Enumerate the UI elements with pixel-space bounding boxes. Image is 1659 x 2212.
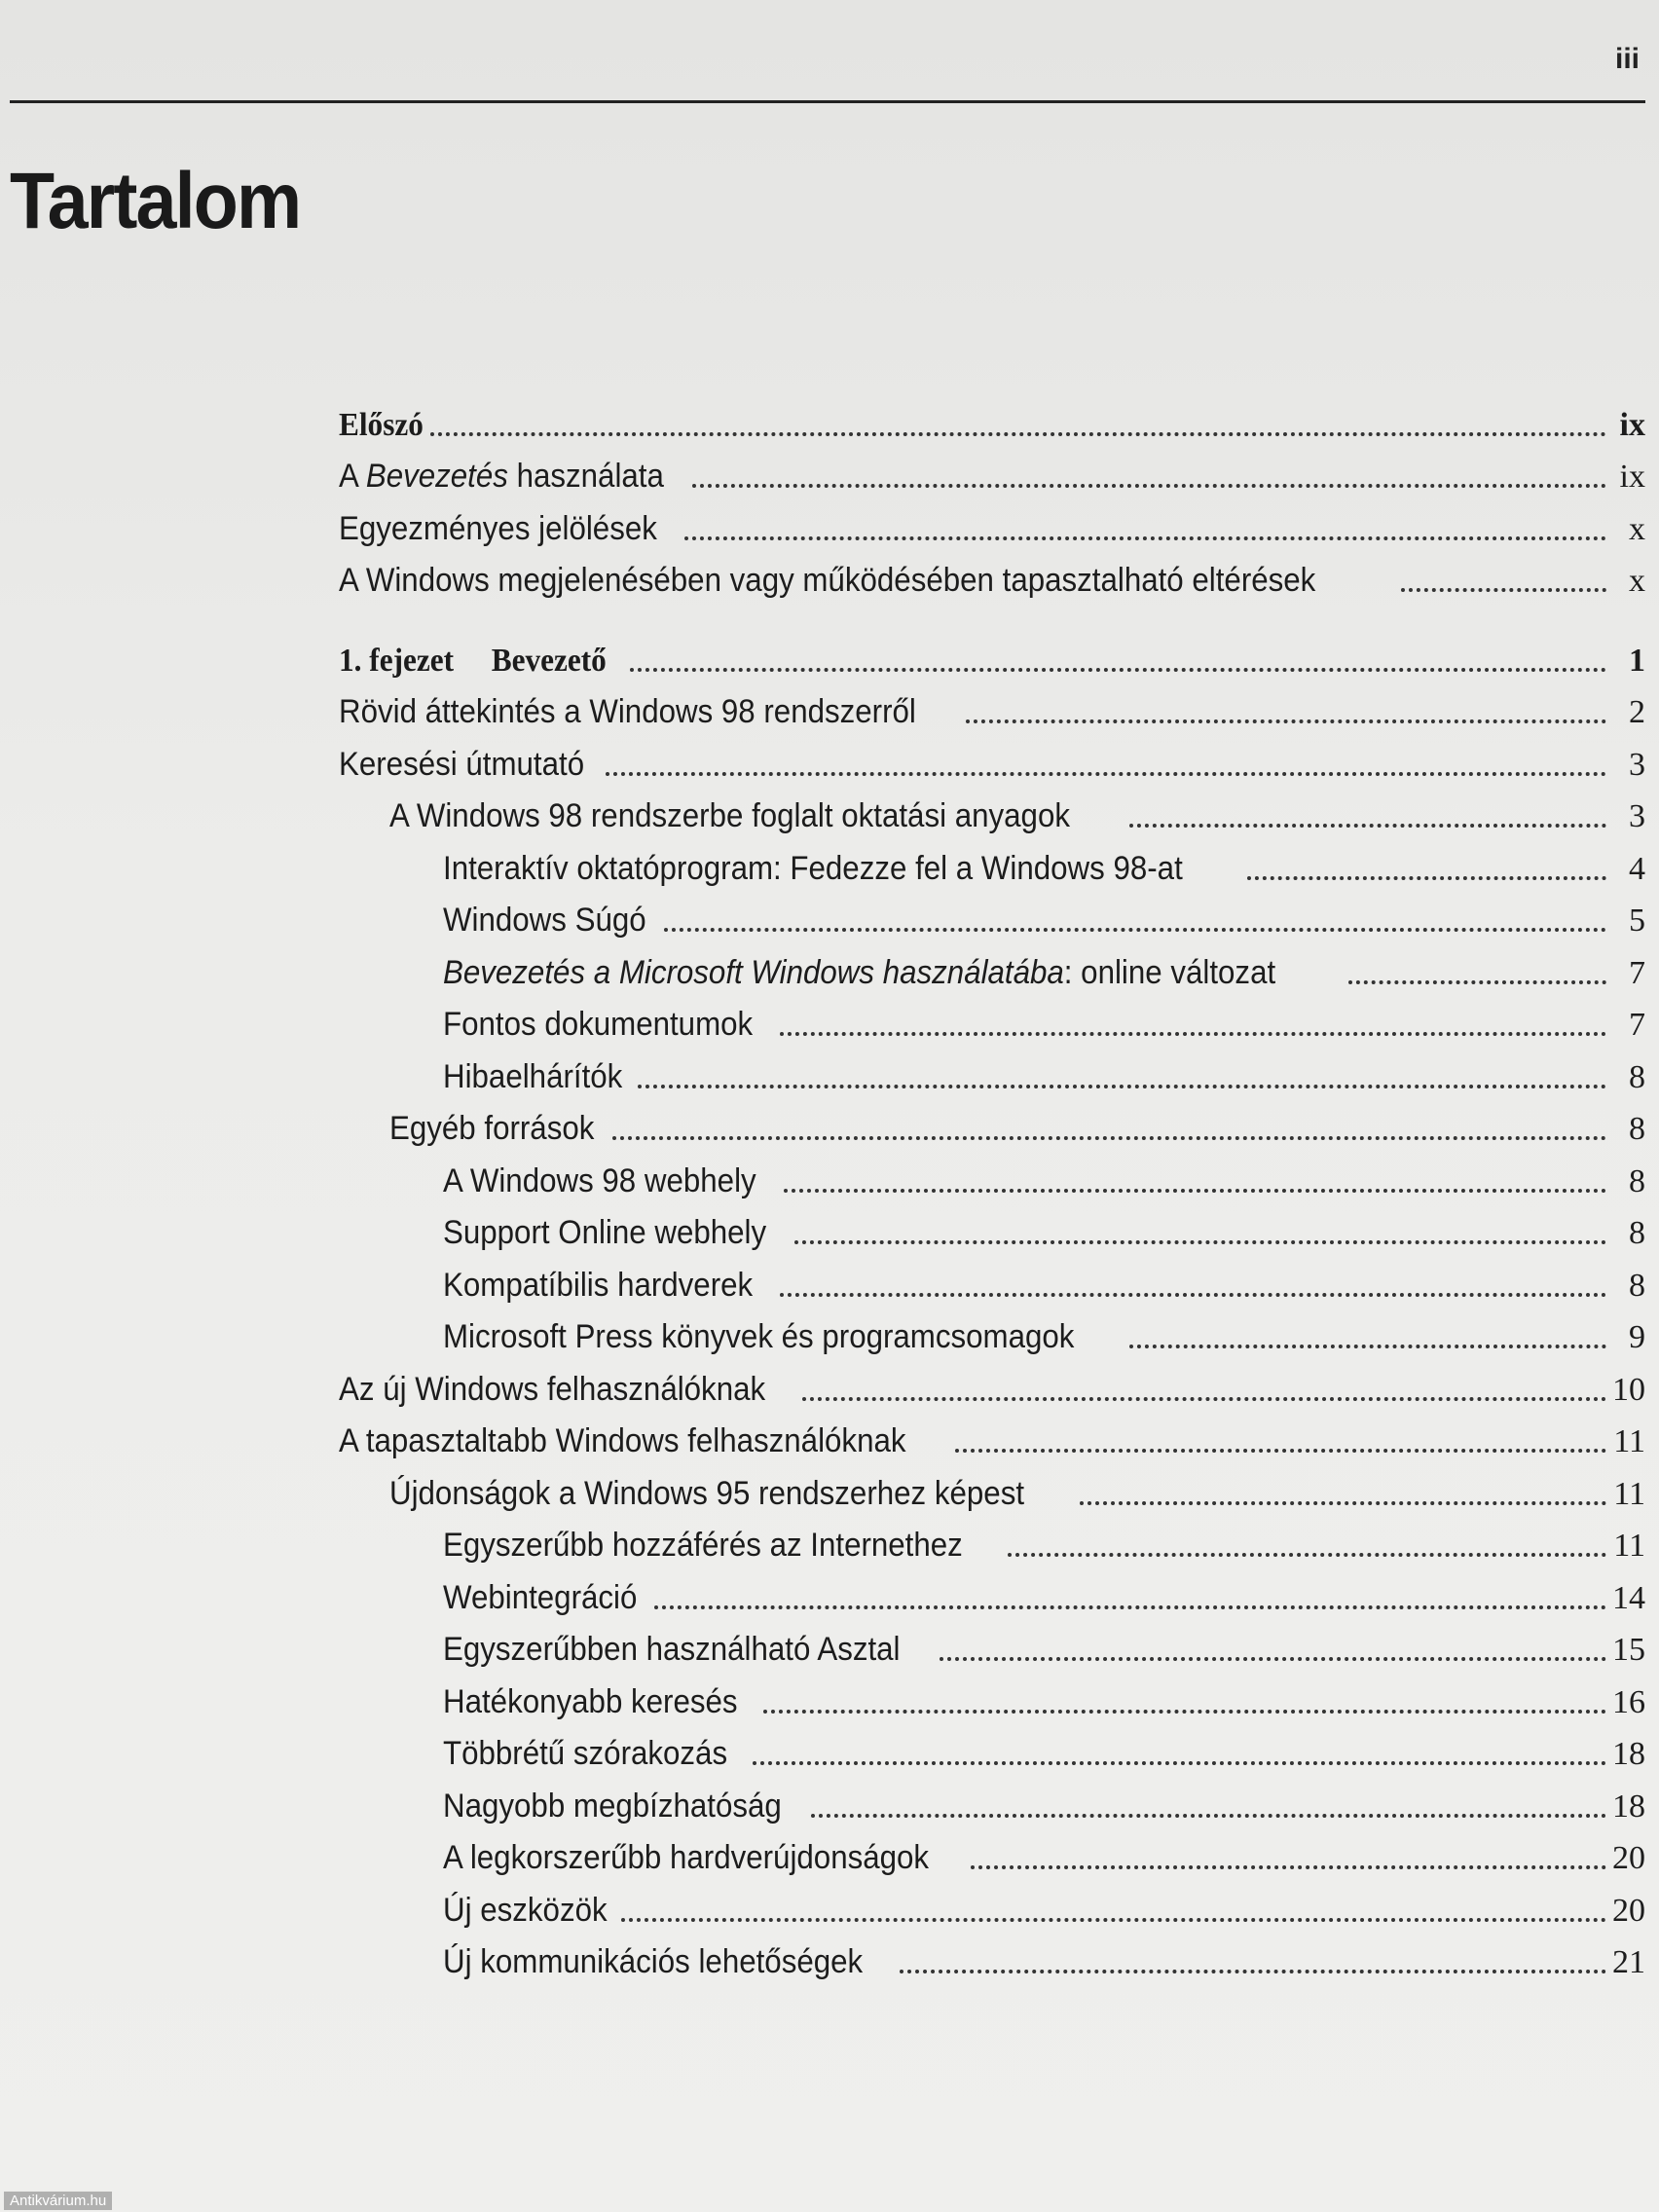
dot-leader: [612, 1136, 1606, 1140]
toc-page-number: 9: [1629, 1319, 1645, 1355]
toc-entry-nagyobb-megbizhatosag: [339, 1779, 1645, 1831]
toc-entry-label: [443, 954, 1275, 992]
toc-entry-hibaelharitok: [339, 1050, 1645, 1102]
label-suffix: használata: [507, 458, 664, 495]
dot-leader: [971, 1865, 1606, 1869]
dot-leader: [1008, 1553, 1606, 1557]
toc-page-number: 2: [1629, 694, 1645, 730]
label-emphasis: Bevezetés a Microsoft Windows használatába: [443, 953, 1064, 991]
toc-page-number: 11: [1613, 1423, 1645, 1459]
dot-leader: [654, 1605, 1606, 1609]
dot-leader: [794, 1240, 1606, 1244]
dot-leader: [430, 432, 1606, 436]
dot-leader: [621, 1918, 1606, 1922]
toc-page-number: ix: [1619, 459, 1645, 495]
toc-entry-label: A legkorszerűbb hardverújdonságok: [443, 1839, 930, 1876]
toc-page-number: 21: [1612, 1944, 1645, 1980]
toc-entry-label: Az új Windows felhasználóknak: [339, 1370, 766, 1408]
toc-page-number: 18: [1612, 1788, 1645, 1825]
label-suffix: : online változat: [1063, 953, 1276, 991]
toc-entry-label: A tapasztaltabb Windows felhasználóknak: [339, 1422, 906, 1459]
toc-entry-ujdonsagok: [339, 1466, 1645, 1519]
dot-leader: [606, 772, 1606, 776]
toc-entry-label: Hibaelhárítók: [443, 1057, 623, 1095]
toc-page-number: 7: [1629, 954, 1645, 991]
toc-entry-uj-felhasznaloknak: [339, 1362, 1645, 1415]
toc-entry-egyeb-forrasok: [339, 1102, 1645, 1155]
toc-entry-label: A Windows 98 rendszerbe foglalt oktatási anyagok: [389, 797, 1070, 834]
toc-entry-keresesi-utmutato: [339, 737, 1645, 790]
toc-entry-oktatasi-anyagok: [339, 790, 1645, 842]
toc-entry-label: Fontos dokumentumok: [443, 1006, 754, 1043]
toc-entry-label: A Windows 98 webhely: [443, 1161, 756, 1199]
watermark: Antikvárium.hu: [4, 2192, 112, 2210]
toc-page-number: 7: [1629, 1007, 1645, 1043]
toc-entry-label: Új eszközök: [443, 1891, 608, 1929]
toc-entry-label: A Windows megjelenésében vagy működésében tapasztalható eltérések: [339, 562, 1316, 599]
toc-page-number: 1: [1629, 642, 1645, 679]
toc-page-number: 20: [1612, 1840, 1645, 1876]
toc-entry-kompatibilis-hardverek: [339, 1258, 1645, 1310]
dot-leader: [763, 1710, 1606, 1714]
toc-entry-elteresek: [339, 554, 1645, 607]
toc-page-number: 8: [1629, 1111, 1645, 1147]
toc-page-number: 20: [1612, 1892, 1645, 1929]
header-rule: [10, 100, 1645, 103]
toc-page-number: 8: [1629, 1267, 1645, 1304]
toc-page-number: ix: [1619, 406, 1645, 443]
toc-page-number: 16: [1612, 1683, 1645, 1720]
toc-page-number: x: [1629, 563, 1645, 599]
chapter-title: Bevezető: [491, 642, 607, 679]
toc-page-number: 11: [1613, 1528, 1645, 1564]
toc-page-number: 11: [1613, 1475, 1645, 1512]
toc-entry-label: Egyszerűbb hozzáférés az Internethez: [443, 1527, 963, 1564]
dot-leader: [811, 1814, 1606, 1818]
dot-leader: [1129, 1345, 1606, 1348]
toc-chapter-label: [339, 643, 607, 680]
toc-page-number: 3: [1629, 798, 1645, 834]
dot-leader: [630, 668, 1606, 672]
toc-entry-hardverujdonsagok: [339, 1831, 1645, 1884]
toc-entry-label: Webintegráció: [443, 1578, 638, 1616]
toc-page-number: 15: [1612, 1632, 1645, 1668]
dot-leader: [638, 1085, 1606, 1088]
toc-entry-support-online: [339, 1206, 1645, 1259]
toc-chapter-1: [339, 633, 1645, 685]
dot-leader: [664, 928, 1606, 932]
dot-leader: [753, 1761, 1607, 1765]
toc-entry-label: Kompatíbilis hardverek: [443, 1266, 754, 1304]
toc-entry-label: Interaktív oktatóprogram: Fedezze fel a Windows 98-at: [443, 849, 1183, 887]
toc-entry-label: Windows Súgó: [443, 902, 646, 939]
page-title: Tartalom: [10, 157, 301, 245]
toc-page-number: 5: [1629, 903, 1645, 939]
dot-leader: [1247, 876, 1606, 880]
dot-leader: [692, 484, 1606, 488]
chapter-number: 1. fejezet: [339, 642, 455, 679]
dot-leader: [1080, 1501, 1606, 1505]
toc-page-number: 8: [1629, 1162, 1645, 1199]
toc-page-number: 10: [1612, 1371, 1645, 1408]
toc-page-number: 8: [1629, 1215, 1645, 1251]
dot-leader: [1348, 980, 1606, 984]
toc-entry-online-valtozat: [339, 945, 1645, 998]
toc-entry-uj-eszkozok: [339, 1883, 1645, 1936]
toc-entry-tobbretu-szorakozas: [339, 1727, 1645, 1780]
dot-leader: [802, 1397, 1606, 1401]
toc-entry-label: Egyezményes jelölések: [339, 509, 657, 547]
toc-entry-fontos-dokumentumok: [339, 998, 1645, 1051]
toc-entry-bevezetes-hasznalata: [339, 450, 1645, 502]
toc-page-number: 3: [1629, 746, 1645, 783]
dot-leader: [1129, 824, 1606, 828]
toc-entry-label: Hatékonyabb keresés: [443, 1682, 738, 1720]
toc-entry-kommunikacios-lehetosegek: [339, 1936, 1645, 1988]
dot-leader: [784, 1189, 1606, 1193]
running-head-page-number: iii: [1614, 43, 1640, 75]
toc-entry-label: Újdonságok a Windows 95 rendszerhez képest: [389, 1474, 1025, 1512]
toc-entry-windows-sugo: [339, 894, 1645, 946]
toc-entry-interaktiv-oktatoprogram: [339, 841, 1645, 894]
toc-entry-webintegracio: [339, 1570, 1645, 1623]
toc-entry-label: Nagyobb megbízhatóság: [443, 1787, 782, 1825]
toc-entry-label: Egyszerűbben használható Asztal: [443, 1631, 901, 1668]
toc-entry-tapasztaltabb-felhasznaloknak: [339, 1415, 1645, 1467]
toc-entry-egyszerubb-asztal: [339, 1623, 1645, 1676]
toc-page-number: 4: [1629, 850, 1645, 887]
toc-entry-label: Előszó: [339, 406, 424, 443]
toc-page-number: 18: [1612, 1736, 1645, 1772]
toc-entry-egyezmenyes-jelolesek: [339, 501, 1645, 554]
toc-entry-label: Egyéb források: [389, 1110, 595, 1147]
toc-page-number: 14: [1612, 1579, 1645, 1616]
toc-entry-attekintes: [339, 685, 1645, 738]
dot-leader: [1401, 588, 1606, 592]
toc-entry-label: Új kommunikációs lehetőségek: [443, 1943, 864, 1980]
toc-entry-label: Keresési útmutató: [339, 745, 585, 783]
toc-entry-internet-hozzaferes: [339, 1519, 1645, 1571]
toc-page-number: 8: [1629, 1058, 1645, 1095]
toc-entry-eloszo: [339, 397, 1645, 450]
toc-entry-hatekonyabb-kereses: [339, 1675, 1645, 1727]
table-of-contents: [339, 397, 1645, 1987]
toc-entry-label: [339, 458, 664, 496]
label-prefix: A: [339, 458, 366, 495]
toc-entry-label: Support Online webhely: [443, 1214, 767, 1251]
dot-leader: [900, 1970, 1606, 1973]
toc-entry-label: Többrétű szórakozás: [443, 1735, 728, 1772]
toc-entry-windows-98-webhely: [339, 1154, 1645, 1206]
dot-leader: [780, 1293, 1606, 1297]
dot-leader: [780, 1032, 1606, 1036]
dot-leader: [684, 536, 1606, 540]
toc-page-number: x: [1629, 510, 1645, 547]
label-emphasis: Bevezetés: [365, 458, 508, 495]
dot-leader: [940, 1657, 1606, 1661]
toc-entry-label: Microsoft Press könyvek és programcsomagok: [443, 1318, 1075, 1355]
dot-leader: [966, 719, 1606, 723]
dot-leader: [955, 1449, 1606, 1453]
toc-entry-label: Rövid áttekintés a Windows 98 rendszerről: [339, 693, 916, 730]
toc-entry-microsoft-press: [339, 1310, 1645, 1363]
